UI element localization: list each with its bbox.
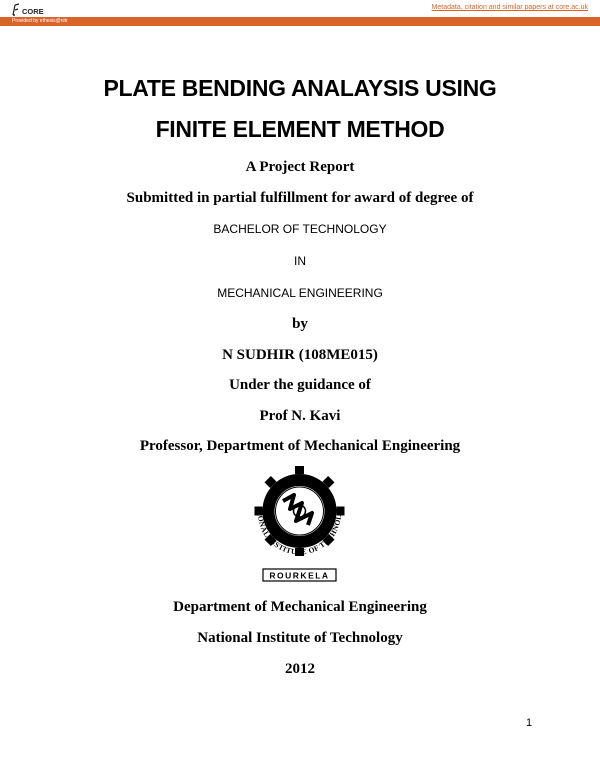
submission-statement: Submitted in partial fulfillment for award of degree of xyxy=(126,190,474,206)
core-header xyxy=(0,0,600,17)
report-year: 2012 xyxy=(285,661,315,677)
report-title-line-2: FINITE ELEMENT METHOD xyxy=(155,116,445,142)
department-name: Department of Mechanical Engineering xyxy=(173,599,427,615)
core-icon xyxy=(12,3,21,16)
institution-name: National Institute of Technology xyxy=(197,630,403,646)
degree-name: BACHELOR OF TECHNOLOGY xyxy=(213,222,387,236)
emblem-city-label: ROURKELA xyxy=(269,570,330,581)
by-label: by xyxy=(292,316,308,332)
provided-by-text: Provided by ethesis@nitr xyxy=(12,18,68,24)
core-brand-label: CORE xyxy=(22,7,44,16)
provider-bar xyxy=(0,17,600,26)
report-type: A Project Report xyxy=(245,159,355,175)
core-metadata-link[interactable]: Metadata, citation and similar papers at core.ac.uk xyxy=(431,4,588,11)
guide-position: Professor, Department of Mechanical Engineering xyxy=(139,438,461,454)
report-title-line-1: PLATE BENDING ANALAYSIS USING xyxy=(103,75,497,101)
in-label: IN xyxy=(294,254,306,268)
page-number: 1 xyxy=(526,717,533,729)
guidance-label: Under the guidance of xyxy=(229,377,371,393)
emblem-arc-text: IONAL INSTITUTE OF TECHNOL xyxy=(255,512,344,557)
author-name: N SUDHIR (108ME015) xyxy=(222,347,378,363)
nit-rourkela-emblem-icon xyxy=(236,465,363,585)
core-logo[interactable] xyxy=(12,1,44,16)
guide-name: Prof N. Kavi xyxy=(259,408,341,424)
branch-name: MECHANICAL ENGINEERING xyxy=(217,286,383,300)
